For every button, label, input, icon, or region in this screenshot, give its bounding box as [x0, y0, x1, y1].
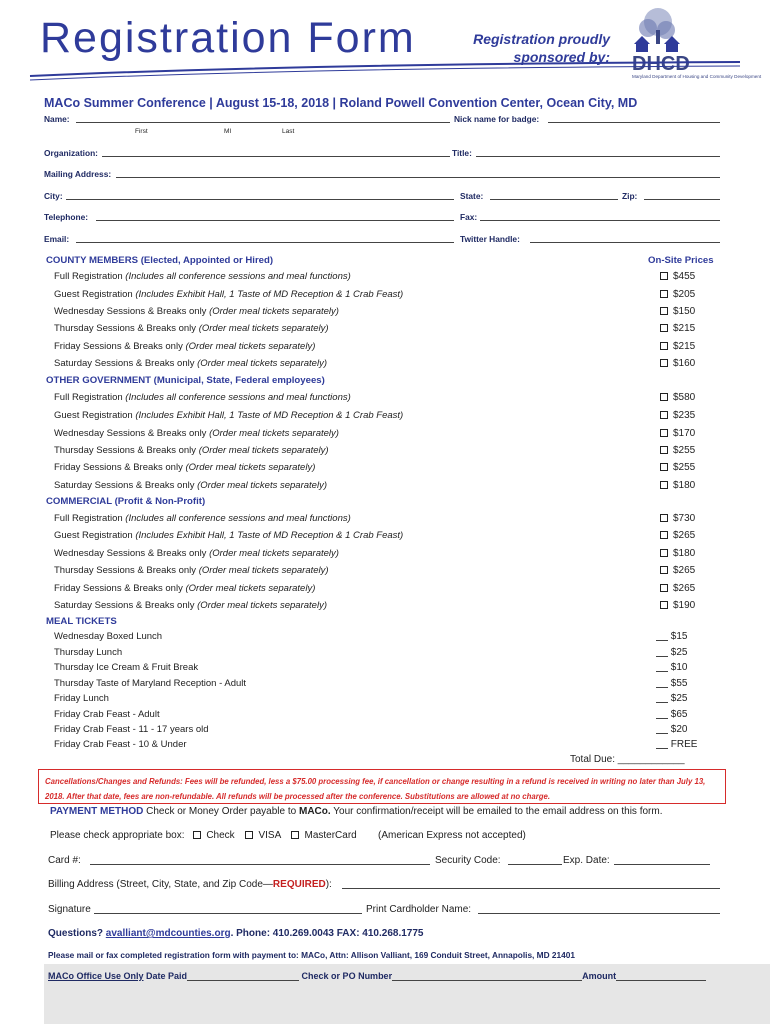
meal-quantity[interactable]: $65 — [656, 709, 687, 720]
checkbox[interactable] — [660, 566, 668, 574]
meal-quantity[interactable]: $55 — [656, 678, 687, 689]
list-item: Thursday Ice Cream & Fruit Break — [54, 662, 199, 673]
header-swoosh — [0, 56, 770, 96]
list-item: Full Registration (Includes all conference sessions and meal functions) — [54, 392, 351, 403]
checkbox[interactable] — [245, 831, 253, 839]
telephone-field[interactable] — [96, 220, 454, 221]
logo-text: DHCD — [632, 53, 690, 75]
check-po-label: Check or PO Number — [301, 971, 393, 981]
fax-label: Fax: — [460, 212, 478, 222]
price-option[interactable]: $265 — [660, 565, 695, 576]
mi-sublabel: MI — [224, 128, 232, 135]
amount-label: Amount — [582, 971, 617, 981]
list-item: Friday Sessions & Breaks only (Order meal tickets separately) — [54, 341, 316, 352]
cancellation-text: Cancellations/Changes and Refunds: Fees will be refunded, less a $75.00 processing fee, if cancellation or change resulting in a refund is received in writing no later than July 13, 2018. After that date, fees are non-refundable. All refunds will be processed after the conference. Substitutions are allowed at no charge. — [45, 777, 706, 801]
nickname-field[interactable] — [548, 122, 720, 123]
amount-field[interactable] — [616, 971, 706, 981]
list-item: Thursday Lunch — [54, 647, 123, 658]
list-item: Friday Crab Feast - 11 - 17 years old — [54, 724, 209, 735]
meal-quantity[interactable]: $15 — [656, 631, 687, 642]
price-option[interactable]: $580 — [660, 392, 695, 403]
price-option[interactable]: $190 — [660, 600, 695, 611]
mail-instructions: Please mail or fax completed registration form with payment to: MACo, Attn: Allison Valliant, 169 Conduit Street, Annapolis, MD 21401 — [48, 950, 575, 960]
price-option[interactable]: $205 — [660, 289, 695, 300]
city-label: City: — [44, 191, 63, 201]
sponsor-line-2: sponsored by: — [513, 49, 610, 65]
price-option[interactable]: $170 — [660, 428, 695, 439]
meal-quantity[interactable]: $20 — [656, 724, 687, 735]
date-paid-field[interactable] — [187, 971, 299, 981]
payment-method — [50, 806, 663, 817]
checkbox[interactable] — [660, 290, 668, 298]
zip-label: Zip: — [622, 191, 638, 201]
checkbox[interactable] — [660, 307, 668, 315]
list-item: Saturday Sessions & Breaks only (Order meal tickets separately) — [54, 358, 327, 369]
payment-options — [50, 830, 357, 841]
list-item: Thursday Taste of Maryland Reception - Adult — [54, 678, 247, 689]
price-option[interactable]: $150 — [660, 306, 695, 317]
price-option[interactable]: $265 — [660, 530, 695, 541]
list-item: Friday Crab Feast - Adult — [54, 709, 160, 720]
list-item: Thursday Sessions & Breaks only (Order meal tickets separately) — [54, 445, 329, 456]
telephone-label: Telephone: — [44, 212, 89, 222]
list-item: Thursday Sessions & Breaks only (Order meal tickets separately) — [54, 565, 329, 576]
list-item: Friday Sessions & Breaks only (Order meal tickets separately) — [54, 462, 316, 473]
city-field[interactable] — [66, 199, 454, 200]
price-option[interactable]: $255 — [660, 462, 695, 473]
option-check[interactable]: Check — [193, 830, 234, 841]
price-option[interactable]: $235 — [660, 410, 695, 421]
section-commercial: COMMERCIAL (Profit & Non-Profit) — [46, 496, 206, 507]
list-item: Friday Crab Feast - 10 & Under — [54, 739, 187, 750]
mailing-address-label: Mailing Address: — [44, 169, 112, 179]
card-number-field[interactable] — [90, 864, 430, 865]
office-use-row — [48, 971, 706, 981]
payment-text-2: Your confirmation/receipt will be emailed to the email address on this form. — [330, 806, 663, 817]
check-po-field[interactable] — [392, 971, 582, 981]
first-sublabel: First — [135, 128, 148, 135]
list-item: Friday Lunch — [54, 693, 109, 704]
last-sublabel: Last — [282, 128, 295, 135]
signature-label: Signature — [48, 904, 91, 915]
meal-quantity[interactable]: FREE — [656, 739, 697, 750]
state-label: State: — [460, 191, 484, 201]
payment-maco: MACo. — [298, 806, 331, 817]
sponsor-line-1: Registration proudly — [473, 31, 610, 47]
checkbox[interactable] — [660, 584, 668, 592]
list-item: Friday Sessions & Breaks only (Order meal tickets separately) — [54, 583, 316, 594]
section-county-members: COUNTY MEMBERS (Elected, Appointed or Hired) — [46, 255, 274, 266]
title-label: Title: — [452, 148, 472, 158]
checkbox[interactable] — [660, 549, 668, 557]
list-item: Wednesday Sessions & Breaks only (Order meal tickets separately) — [54, 306, 339, 317]
price-option[interactable]: $255 — [660, 445, 695, 456]
price-option[interactable]: $215 — [660, 323, 695, 334]
checkbox[interactable] — [660, 463, 668, 471]
security-code-label: Security Code: — [435, 855, 501, 866]
checkbox[interactable] — [660, 601, 668, 609]
payment-method-label: PAYMENT METHOD — [50, 806, 144, 817]
checkbox[interactable] — [660, 342, 668, 350]
fax-field[interactable] — [480, 220, 720, 221]
state-field[interactable] — [490, 199, 618, 200]
checkbox[interactable] — [660, 514, 668, 522]
card-number-label: Card #: — [48, 855, 81, 866]
price-option[interactable]: $215 — [660, 341, 695, 352]
option-mastercard[interactable]: MasterCard — [291, 830, 356, 841]
price-option[interactable]: $180 — [660, 548, 695, 559]
list-item: Saturday Sessions & Breaks only (Order meal tickets separately) — [54, 600, 327, 611]
list-item: Guest Registration (Includes Exhibit Hall, 1 Taste of MD Reception & 1 Crab Feast) — [54, 410, 404, 421]
checkbox[interactable] — [291, 831, 299, 839]
onsite-prices-heading: On-Site Prices — [648, 255, 714, 266]
twitter-label: Twitter Handle: — [460, 234, 520, 244]
list-item: Wednesday Sessions & Breaks only (Order meal tickets separately) — [54, 428, 339, 439]
logo-subtext: Maryland Department of Housing and Community Development — [632, 74, 762, 79]
cardholder-name-field[interactable] — [478, 913, 720, 914]
price-option[interactable]: $160 — [660, 358, 695, 369]
meal-quantity[interactable]: $25 — [656, 693, 687, 704]
checkbox[interactable] — [660, 446, 668, 454]
conference-info: MACo Summer Conference | August 15-18, 2018 | Roland Powell Convention Center, Ocean City, MD — [44, 96, 638, 110]
organization-label: Organization: — [44, 148, 98, 158]
price-option[interactable]: $455 — [660, 271, 695, 282]
checkbox[interactable] — [660, 531, 668, 539]
questions-line — [48, 928, 423, 939]
checkbox[interactable] — [660, 393, 668, 401]
checkbox[interactable] — [660, 272, 668, 280]
checkbox[interactable] — [660, 359, 668, 367]
section-meal-tickets: MEAL TICKETS — [46, 616, 117, 627]
payment-text-1: Check or Money Order payable to — [143, 806, 299, 817]
meal-quantity[interactable]: $10 — [656, 662, 687, 673]
list-item: Guest Registration (Includes Exhibit Hall, 1 Taste of MD Reception & 1 Crab Feast) — [54, 289, 404, 300]
billing-address-field[interactable] — [342, 888, 720, 889]
exp-date-label: Exp. Date: — [563, 855, 610, 866]
price-option[interactable]: $180 — [660, 480, 695, 491]
zip-field[interactable] — [644, 199, 720, 200]
name-field[interactable] — [76, 122, 450, 123]
checkbox[interactable] — [193, 831, 201, 839]
check-box-label: Please check appropriate box: — [50, 830, 185, 841]
billing-address-label: Billing Address (Street, City, State, and Zip Code—REQUIRED): — [48, 879, 332, 890]
price-option[interactable]: $265 — [660, 583, 695, 594]
list-item: Wednesday Sessions & Breaks only (Order meal tickets separately) — [54, 548, 339, 559]
signature-field[interactable] — [94, 913, 362, 914]
name-label: Name: — [44, 114, 70, 124]
mailing-address-field[interactable] — [116, 177, 720, 178]
list-item: Guest Registration (Includes Exhibit Hall, 1 Taste of MD Reception & 1 Crab Feast) — [54, 530, 404, 541]
contact-email-link[interactable]: avalliant@mdcounties.org — [105, 928, 231, 939]
price-option[interactable]: $730 — [660, 513, 695, 524]
total-due[interactable]: Total Due: ____________ — [570, 754, 685, 765]
list-item: Full Registration (Includes all conference sessions and meal functions) — [54, 271, 351, 282]
option-visa[interactable]: VISA — [245, 830, 280, 841]
cancellation-notice — [38, 769, 726, 804]
list-item: Wednesday Boxed Lunch — [54, 631, 163, 642]
email-label: Email: — [44, 234, 70, 244]
cardholder-name-label: Print Cardholder Name: — [366, 904, 472, 915]
twitter-field[interactable] — [530, 242, 720, 243]
list-item: Thursday Sessions & Breaks only (Order meal tickets separately) — [54, 323, 329, 334]
list-item: Saturday Sessions & Breaks only (Order meal tickets separately) — [54, 480, 327, 491]
organization-field[interactable] — [102, 156, 450, 157]
list-item: Full Registration (Includes all conference sessions and meal functions) — [54, 513, 351, 524]
checkbox[interactable] — [660, 429, 668, 437]
questions-contact: . Phone: 410.269.0043 FAX: 410.268.1775 — [230, 928, 424, 939]
office-use-label: MACo Office Use Only — [48, 971, 144, 981]
title-field[interactable] — [476, 156, 720, 157]
exp-date-field[interactable] — [614, 864, 710, 865]
meal-quantity[interactable]: $25 — [656, 647, 687, 658]
nickname-label: Nick name for badge: — [454, 114, 540, 124]
date-paid-label: Date Paid — [143, 971, 188, 981]
email-field[interactable] — [76, 242, 454, 243]
checkbox[interactable] — [660, 481, 668, 489]
checkbox[interactable] — [660, 324, 668, 332]
questions-label: Questions? — [48, 928, 106, 939]
checkbox[interactable] — [660, 411, 668, 419]
security-code-field[interactable] — [508, 864, 562, 865]
form-title: Registration Form — [40, 14, 416, 62]
section-other-government: OTHER GOVERNMENT (Municipal, State, Federal employees) — [46, 375, 325, 386]
amex-note: (American Express not accepted) — [378, 830, 526, 841]
